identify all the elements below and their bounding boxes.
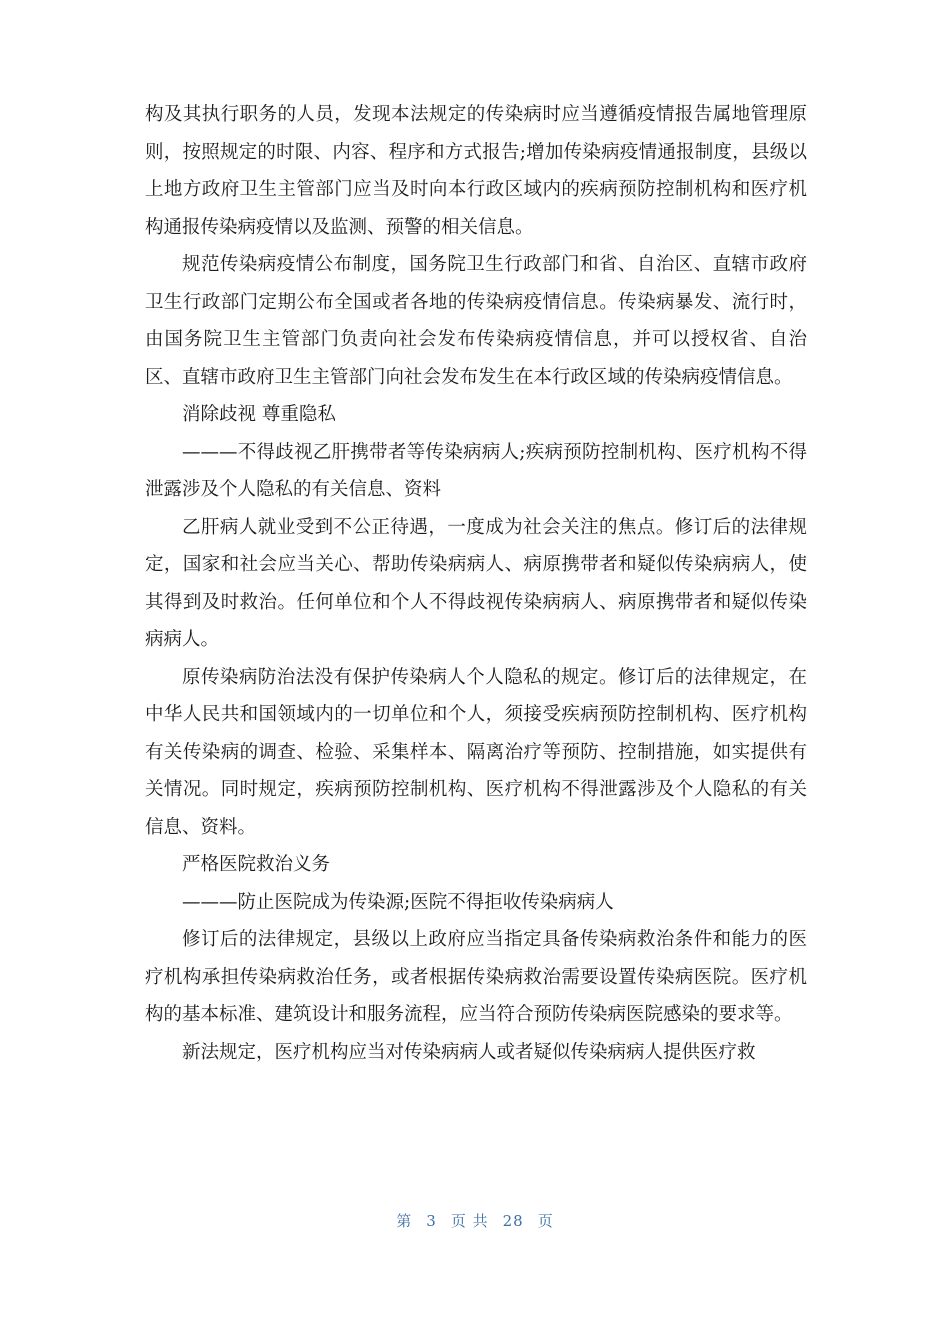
- document-body: [145, 96, 807, 1071]
- page-number-total: 28: [502, 1212, 524, 1230]
- paragraph-6: 新法规定，医疗机构应当对传染病病人或者疑似传染病病人提供医疗救: [182, 1041, 756, 1063]
- page-footer: [0, 1210, 950, 1231]
- section-heading-privacy: 消除歧视 尊重隐私: [182, 404, 336, 425]
- paragraph-1: 构及其执行职务的人员，发现本法规定的传染病时应当遵循疫情报告属地管理原则，按照规定的时限、内容、程序和方式报告;增加传染病疫情通报制度，县级以上地方政府卫生主管部门应当及时向本行政区域内的疾病预防控制机构和医疗机构通报传染病疫情以及监测、预警的相关信息。: [145, 104, 807, 238]
- footer-prefix: 第: [396, 1212, 413, 1230]
- paragraph-3: 乙肝病人就业受到不公正待遇，一度成为社会关注的焦点。修订后的法律规定，国家和社会应当关心、帮助传染病病人、病原携带者和疑似传染病病人，使其得到及时救治。任何单位和个人不得歧视传染病病人、病原携带者和疑似传染病病人。: [145, 516, 807, 650]
- section-subheading-privacy: ———不得歧视乙肝携带者等传染病病人;疾病预防控制机构、医疗机构不得泄露涉及个人隐私的有关信息、资料: [145, 441, 807, 500]
- paragraph-5: 修订后的法律规定，县级以上政府应当指定具备传染病救治条件和能力的医疗机构承担传染病救治任务，或者根据传染病救治需要设置传染病医院。医疗机构的基本标准、建筑设计和服务流程，应当符合预防传染病医院感染的要求等。: [145, 929, 807, 1025]
- paragraph-4: 原传染病防治法没有保护传染病人个人隐私的规定。修订后的法律规定，在中华人民共和国领域内的一切单位和个人，须接受疾病预防控制机构、医疗机构有关传染病的调查、检验、采集样本、隔离治疗等预防、控制措施，如实提供有关情况。同时规定，疾病预防控制机构、医疗机构不得泄露涉及个人隐私的有关信息、资料。: [145, 666, 807, 838]
- section-heading-hospital: 严格医院救治义务: [182, 854, 331, 875]
- page-number-current: 3: [426, 1212, 437, 1230]
- footer-suffix: 页: [537, 1212, 554, 1230]
- paragraph-2: 规范传染病疫情公布制度，国务院卫生行政部门和省、自治区、直辖市政府卫生行政部门定期公布全国或者各地的传染病疫情信息。传染病暴发、流行时，由国务院卫生主管部门负责向社会发布传染病疫情信息，并可以授权省、自治区、直辖市政府卫生主管部门向社会发布发生在本行政区域的传染病疫情信息。: [145, 254, 807, 388]
- section-subheading-hospital: ———防止医院成为传染源;医院不得拒收传染病病人: [182, 891, 614, 913]
- footer-middle: 页 共: [450, 1212, 489, 1230]
